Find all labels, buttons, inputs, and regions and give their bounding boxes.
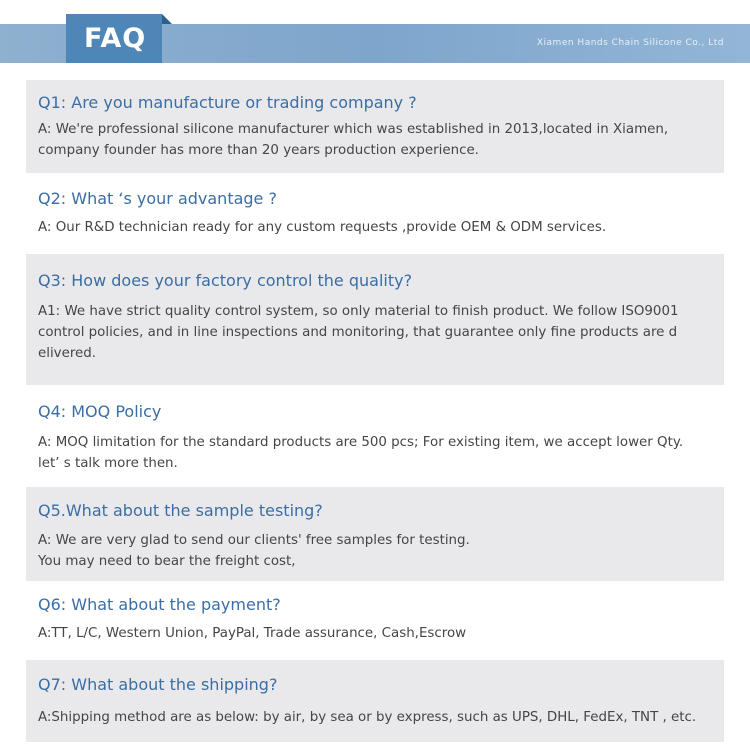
answer-line: control policies, and in line inspections and monitoring, that guarantee only fine products are d	[38, 325, 678, 340]
answer-line: A: Our R&D technician ready for any custom requests ,provide OEM & ODM services.	[38, 220, 607, 235]
faq-question-1: Q1: Are you manufacture or trading company ?	[38, 93, 417, 112]
faq-question-2: Q2: What ‘s your advantage ?	[38, 189, 277, 208]
answer-line: A:TT, L/C, Western Union, PayPal, Trade assurance, Cash,Escrow	[38, 626, 467, 641]
faq-item-7	[26, 660, 724, 742]
page-title: FAQ	[84, 23, 147, 54]
answer-line: A: MOQ limitation for the standard products are 500 pcs; For existing item, we accept lower Qty.	[38, 435, 684, 450]
answer-line: A: We are very glad to send our clients' free samples for testing.	[38, 533, 470, 548]
answer-line: let’ s talk more then.	[38, 456, 178, 471]
faq-question-6: Q6: What about the payment?	[38, 595, 281, 614]
faq-item-5	[26, 487, 724, 581]
faq-answer-2	[38, 217, 716, 238]
faq-answer-5	[38, 530, 716, 572]
faq-item-1	[26, 80, 724, 173]
answer-line: company founder has more than 20 years production experience.	[38, 143, 479, 158]
answer-line: elivered.	[38, 346, 97, 361]
company-name: Xiamen Hands Chain Silicone Co., Ltd	[536, 38, 724, 48]
faq-question-4: Q4: MOQ Policy	[38, 402, 162, 421]
faq-tab-fold	[162, 14, 172, 24]
answer-line: A:Shipping method are as below: by air, by sea or by express, such as UPS, DHL, FedEx, TNT , etc.	[38, 710, 697, 725]
answer-line: You may need to bear the freight cost,	[38, 554, 296, 569]
faq-answer-4	[38, 432, 716, 474]
faq-answer-6	[38, 623, 716, 644]
answer-line: A: We're professional silicone manufacturer which was established in 2013,located in Xiamen,	[38, 122, 669, 137]
faq-question-3: Q3: How does your factory control the quality?	[38, 271, 413, 290]
answer-line: A1: We have strict quality control system, so only material to finish product. We follow ISO9001	[38, 304, 679, 319]
faq-answer-3	[38, 301, 716, 364]
faq-item-6	[26, 585, 724, 657]
faq-question-5: Q5.What about the sample testing?	[38, 501, 323, 520]
faq-item-4	[26, 389, 724, 483]
faq-answer-7	[38, 707, 716, 728]
faq-question-7: Q7: What about the shipping?	[38, 675, 278, 694]
faq-answer-1	[38, 119, 716, 161]
faq-item-2	[26, 176, 724, 250]
faq-item-3	[26, 254, 724, 385]
